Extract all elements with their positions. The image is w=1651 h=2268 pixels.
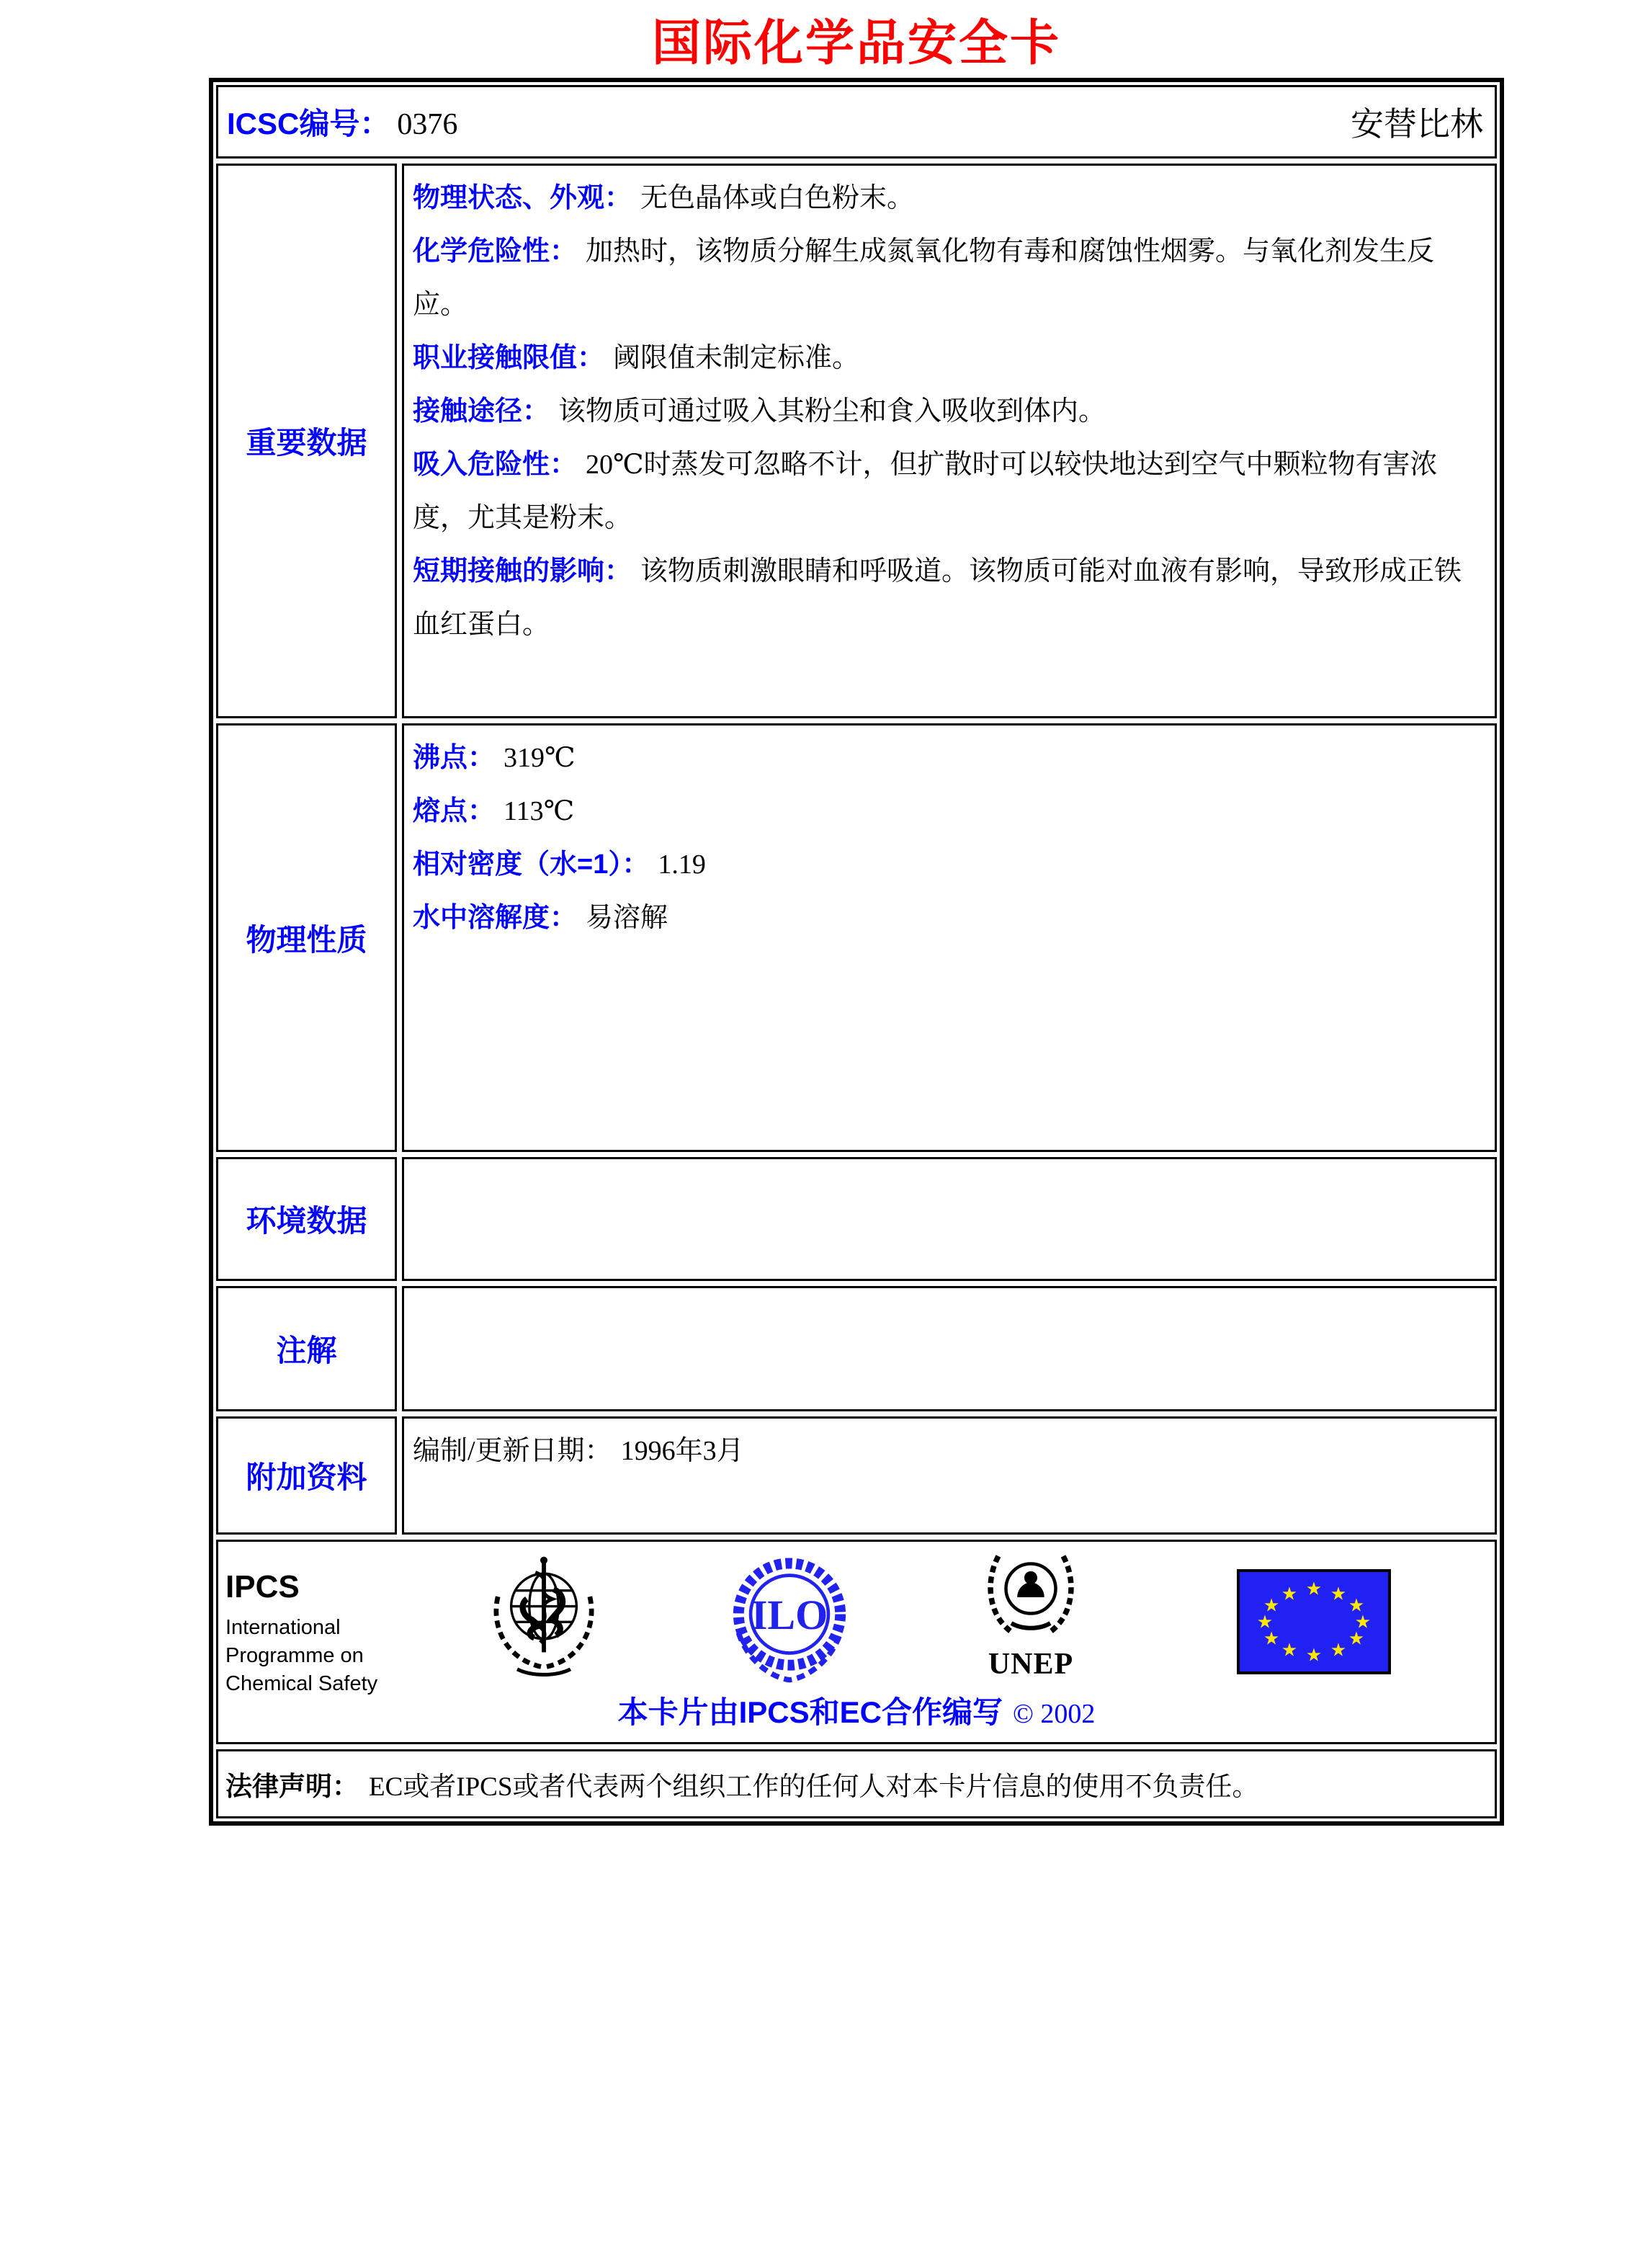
eu-flag-icon [1237,1569,1391,1674]
eu-star-icon: ★ [1263,1628,1280,1649]
date-label: 编制/更新日期： [413,1436,612,1466]
physical-item-melting-point [413,785,1480,838]
item-text: 加热时，该物质分解生成氮氧化物有毒和腐蚀性烟雾。与氧化剂发生反应。 [413,236,1435,320]
unep-emblem [977,1548,1085,1647]
ilo-logo-icon [722,1552,856,1687]
unep-logo-icon [973,1548,1088,1682]
ipcs-block [225,1569,377,1698]
item-label: 化学危险性： [413,236,578,267]
ipcs-title: IPCS [225,1569,300,1604]
eu-star-icon: ★ [1281,1583,1298,1604]
section-label-additional-info: 附加资料 [216,1416,397,1535]
item-text: 无色晶体或白色粉末。 [640,183,915,213]
unep-label: UNEP [988,1648,1074,1681]
important-data-content [402,164,1497,718]
important-item-chemical-danger [413,225,1480,331]
important-item-inhalation-risk [413,438,1480,545]
date-value: 1996年3月 [620,1436,744,1466]
legal-label: 法律声明： [225,1772,359,1801]
eu-star-icon: ★ [1281,1639,1298,1661]
additional-info-content [402,1416,1497,1535]
item-text: 易溶解 [586,903,668,933]
item-label: 短期接触的影响： [413,556,632,586]
item-text: 1.19 [658,849,706,880]
eu-star-icon: ★ [1348,1628,1365,1649]
eu-star-icon: ★ [1263,1594,1280,1616]
item-label: 接触途径： [413,396,550,427]
physical-item-water-solubility [413,891,1480,945]
ipcs-subtitle-line1: International [225,1616,341,1639]
eu-star-icon: ★ [1348,1594,1365,1616]
item-text: 20℃时蒸发可忽略不计，但扩散时可以较快地达到空气中颗粒物有害浓度，尤其是粉末。 [413,450,1438,533]
item-label: 职业接触限值： [413,343,605,373]
icsc-number-value: 0376 [397,108,458,141]
item-label: 吸入危险性： [413,450,578,480]
section-label-important-data: 重要数据 [216,164,397,718]
important-item-physical-state [413,171,1480,225]
eu-star-icon: ★ [1330,1639,1347,1661]
physical-properties-content [402,723,1497,1152]
notes-row [216,1286,1497,1411]
icsc-number-label: ICSC编号： [227,107,390,140]
important-item-exposure-routes [413,385,1480,438]
credit-year: © 2002 [1013,1699,1096,1729]
item-text: 319℃ [504,743,576,773]
safety-card-table [209,78,1504,1826]
chemical-name: 安替比林 [1351,106,1483,143]
physical-item-boiling-point [413,731,1480,785]
eu-star-icon: ★ [1354,1611,1372,1633]
page-title: 国际化学品安全卡 [651,16,1061,71]
item-label: 沸点： [413,743,496,773]
item-text: 该物质可通过吸入其粉尘和食入吸收到体内。 [558,396,1106,427]
section-label-physical-properties: 物理性质 [216,723,397,1152]
important-data-row [216,164,1497,718]
notes-content [402,1286,1497,1411]
environment-data-content [402,1157,1497,1281]
icsc-header-row [216,85,1497,159]
who-logo-icon [483,1550,604,1689]
item-label: 相对密度（水=1）： [413,849,650,880]
organizations-row [216,1540,1497,1744]
eu-star-icon: ★ [1256,1611,1274,1633]
item-text: 该物质刺激眼睛和呼吸道。该物质可能对血液有影响，导致形成正铁血红蛋白。 [413,556,1462,640]
additional-item-date [413,1424,1480,1478]
section-label-notes: 注解 [216,1286,397,1411]
environment-data-row [216,1157,1497,1281]
eu-star-icon: ★ [1305,1644,1323,1666]
item-label: 熔点： [413,796,496,826]
additional-info-row [216,1416,1497,1535]
item-text: 113℃ [504,796,575,826]
credit-line [218,1689,1495,1732]
ipcs-subtitle-line2: Programme on [225,1644,364,1667]
item-text: 阈限值未制定标准。 [613,343,860,373]
credit-text: 本卡片由IPCS和EC合作编写 [617,1695,1003,1729]
physical-properties-row [216,723,1497,1152]
physical-item-relative-density [413,838,1480,891]
eu-star-icon: ★ [1305,1578,1323,1599]
section-label-environment-data: 环境数据 [216,1157,397,1281]
item-label: 水中溶解度： [413,903,578,933]
ipcs-subtitle-line3: Chemical Safety [225,1672,378,1695]
item-label: 物理状态、外观： [413,183,632,213]
ilo-label: ILO [751,1591,828,1638]
icsc-number-group [227,100,457,143]
legal-text: EC或者IPCS或者代表两个组织工作的任何人对本卡片信息的使用不负责任。 [369,1772,1259,1802]
important-item-short-term-effects [413,545,1480,651]
legal-row [216,1749,1497,1818]
important-item-exposure-limit [413,331,1480,385]
eu-star-icon: ★ [1330,1583,1347,1604]
